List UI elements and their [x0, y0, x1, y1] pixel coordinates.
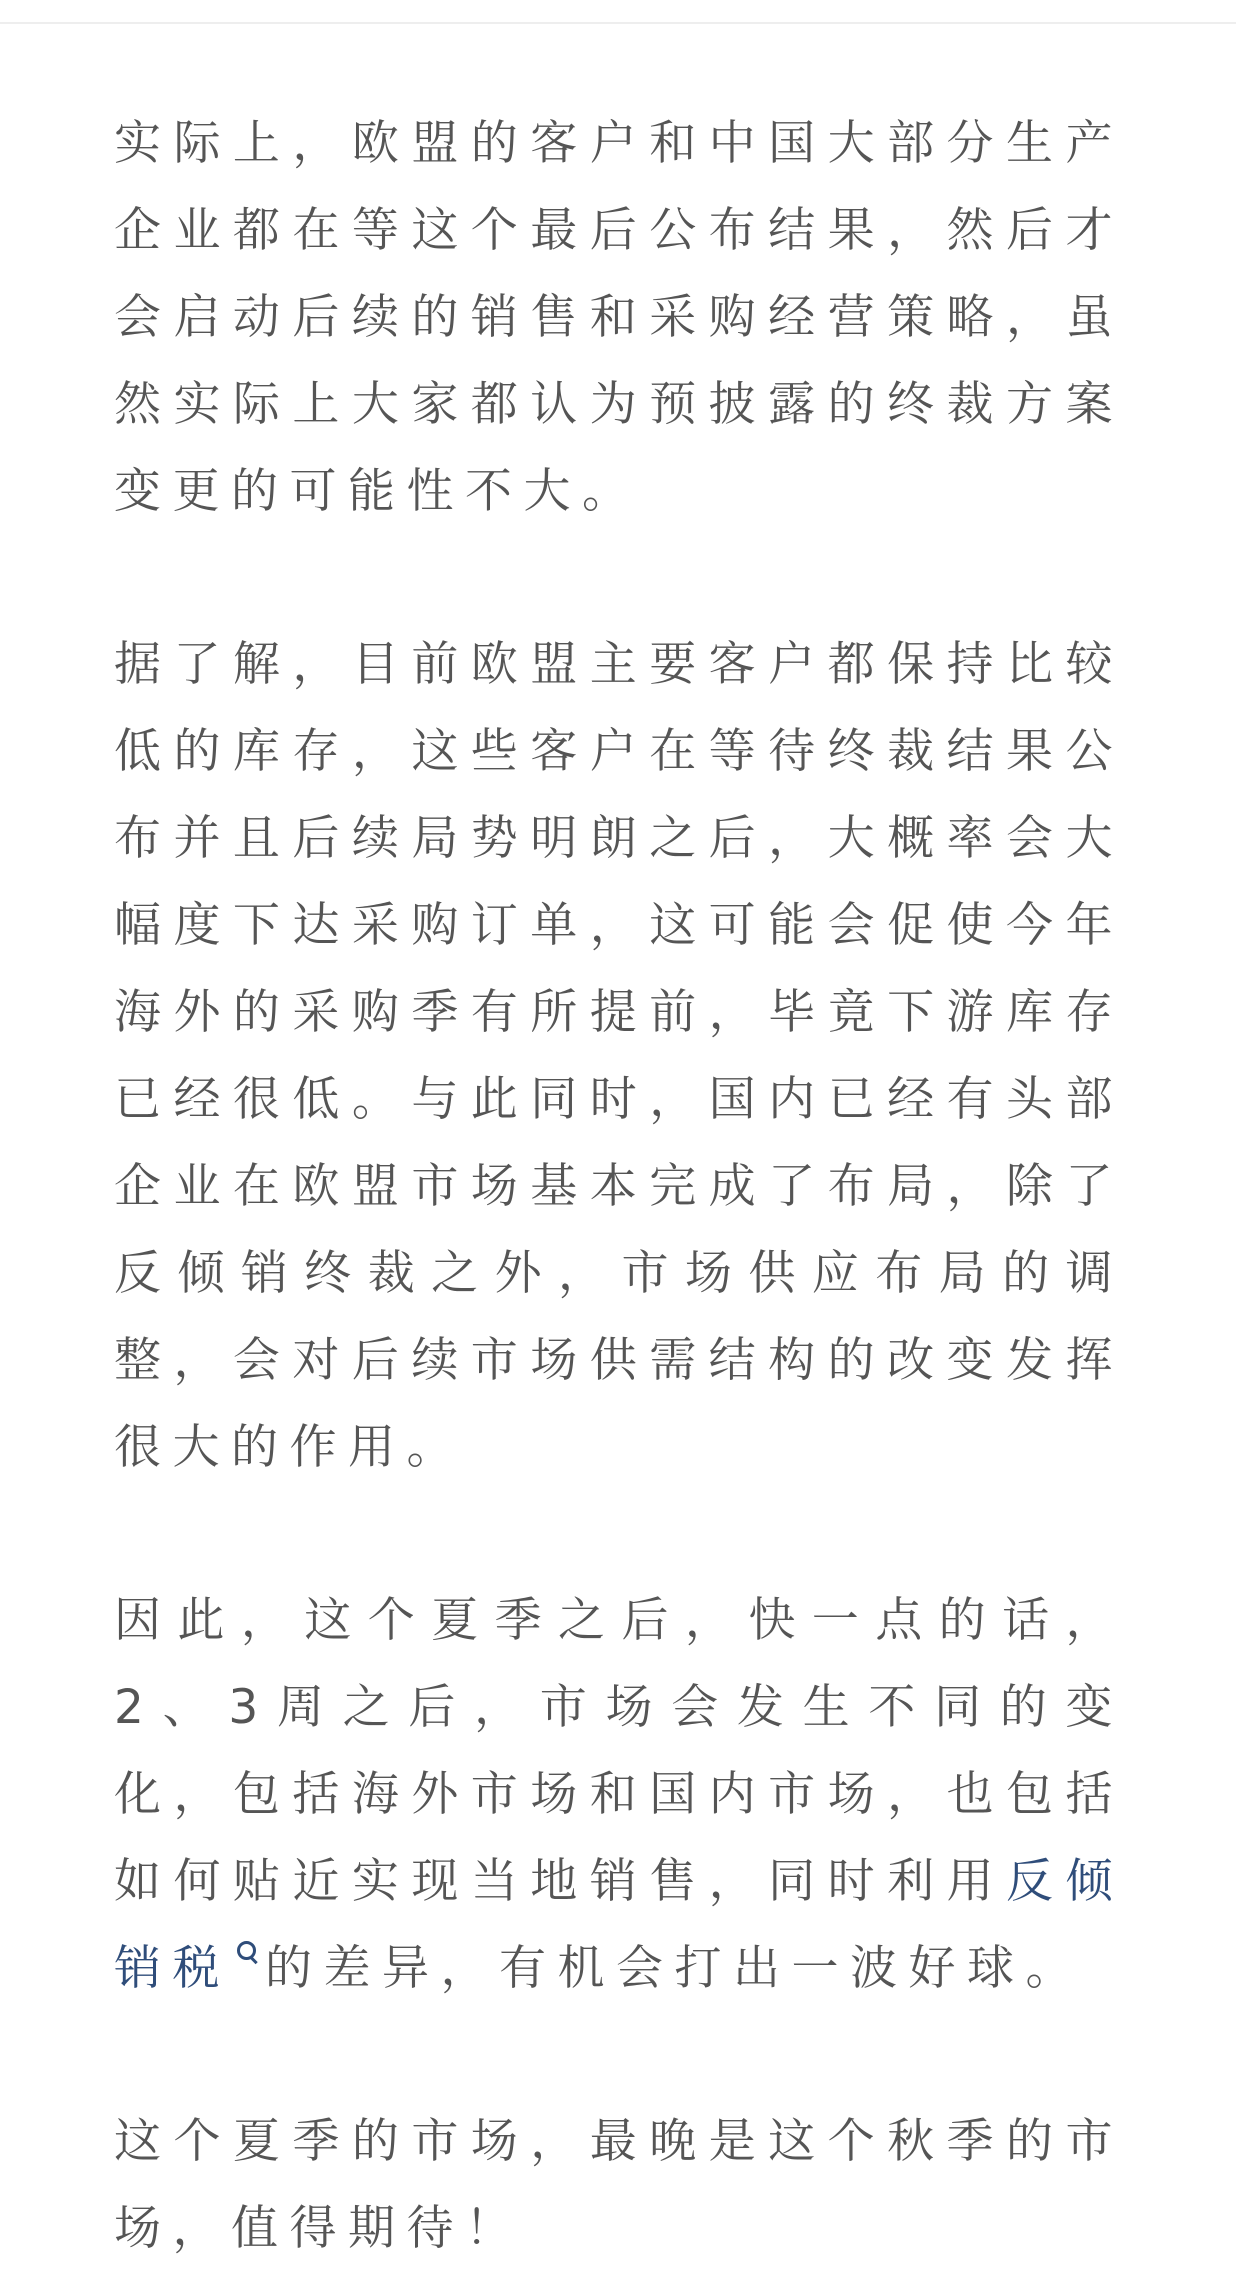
paragraph-2: 据了解，目前欧盟主要客户都保持比较低的库存，这些客户在等待终裁结果公布并且后续局势明朗之后，大概率会大幅度下达采购订单，这可能会促使今年海外的采购季有所提前，毕竟下游库存已经很低。与此同时，国内已经有头部企业在欧盟市场基本完成了布局，除了反倾销终裁之外，市场供应布局的调整，会对后续市场供需结构的改变发挥很大的作用。 — [114, 637, 1124, 1475]
article-body — [114, 100, 1124, 2272]
search-keyword-text[interactable]: 反倾销税 — [114, 1854, 1124, 1996]
top-divider — [0, 22, 1236, 24]
search-icon — [235, 1925, 259, 1955]
paragraph-4: 这个夏季的市场，最晚是这个秋季的市场，值得期待！ — [114, 2114, 1124, 2256]
paragraph-3-text-after: 的差异，有机会打出一波好球。 — [265, 1941, 1084, 1996]
paragraph-1: 实际上，欧盟的客户和中国大部分生产企业都在等这个最后公布结果，然后才会启动后续的销售和采购经营策略，虽然实际上大家都认为预披露的终裁方案变更的可能性不大。 — [114, 116, 1124, 519]
paragraph-3-text-before: 因此，这个夏季之后，快一点的话，2、3周之后，市场会发生不同的变化，包括海外市场和国内市场，也包括如何贴近实现当地销售，同时利用 — [114, 1593, 1124, 1909]
paragraph-3 — [114, 1577, 1124, 2012]
